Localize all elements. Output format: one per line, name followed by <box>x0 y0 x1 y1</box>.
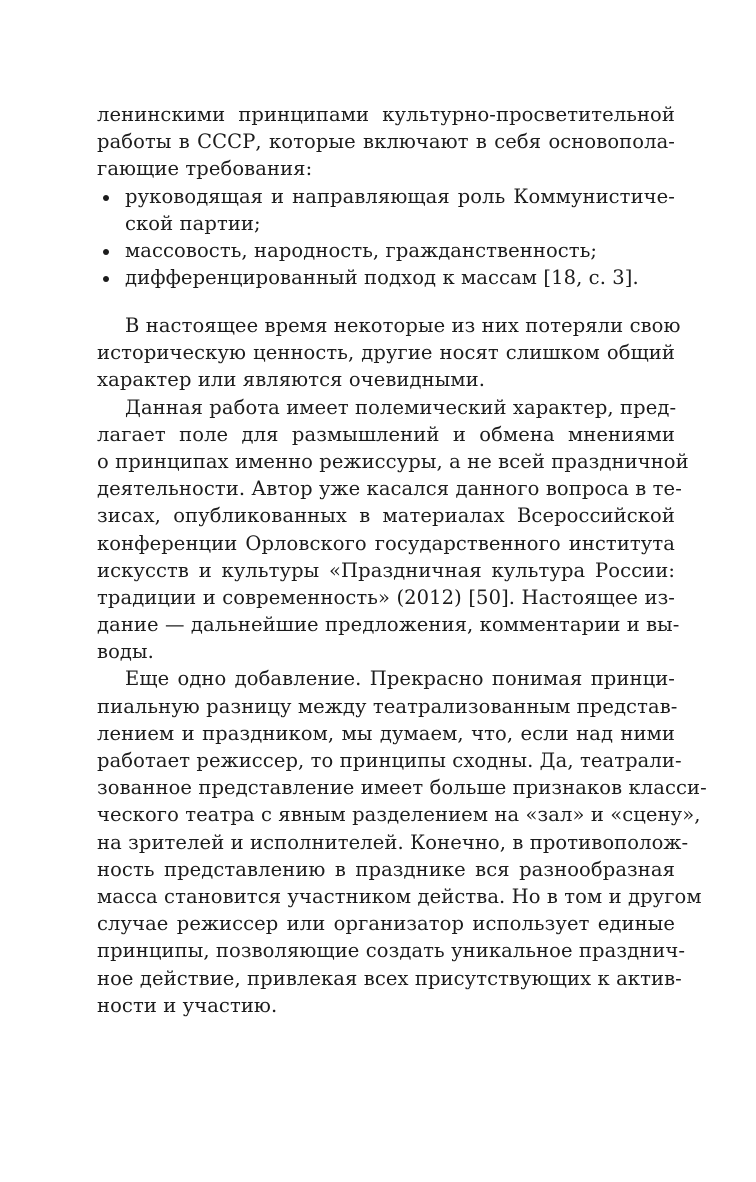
text-line: работает режиссер, то принципы сходны. Да, театрали- <box>97 749 682 772</box>
bullet-line <box>97 183 675 210</box>
bullet-icon <box>103 195 109 201</box>
bullet-item <box>97 237 675 264</box>
text-line: ческого театра с явным разделением на «зал» и «сцену», <box>97 803 701 827</box>
bullet-item <box>97 264 675 291</box>
text-line: принципы, позволяющие создать уникальное празднич- <box>97 939 686 963</box>
text-line: дание — дальнейшие предложения, комментарии и вы- <box>97 613 680 637</box>
text-line: лагает поле для размышлений и обмена мнениями <box>97 422 675 446</box>
main-text-block <box>97 312 707 1019</box>
intro-block <box>97 101 675 291</box>
text-line: ленинскими принципами культурно-просветительной <box>97 103 675 126</box>
text-line: Еще одно добавление. Прекрасно понимая принци- <box>125 667 675 691</box>
text-line: на зрителей и исполнителей. Конечно, в противополож- <box>97 830 689 854</box>
text-line: деятельности. Автор уже касался данного вопроса в те- <box>97 477 682 501</box>
text-line: традиции и современность» (2012) [50]. Настоящее из- <box>97 585 675 609</box>
text-line: искусств и культуры «Праздничная культура России: <box>97 558 675 582</box>
bullet-text: массовость, народность, гражданственность; <box>125 238 598 262</box>
text-line: зисах, опубликованных в материалах Всероссийской <box>97 504 675 528</box>
text-line: воды. <box>97 640 154 664</box>
text-line: работы в СССР, которые включают в себя основопола- <box>97 130 675 154</box>
paragraph <box>97 394 689 666</box>
bullet-line <box>97 264 675 291</box>
bullet-line: ской партии; <box>125 211 261 235</box>
text-line: лением и праздником, мы думаем, что, если над ними <box>97 721 675 745</box>
text-line: историческую ценность, другие носят слишком общий <box>97 341 675 365</box>
bullet-item <box>97 183 675 237</box>
text-line: гающие требования: <box>97 157 313 181</box>
bullet-icon <box>103 276 109 282</box>
paragraph <box>97 312 681 394</box>
bullet-text: дифференцированный подход к массам [18, с. 3]. <box>125 266 639 290</box>
text-line: В настоящее время некоторые из них потеряли свою <box>125 314 681 337</box>
text-line: случае режиссер или организатор использует единые <box>97 912 675 936</box>
text-line: конференции Орловского государственного института <box>97 531 675 555</box>
text-line: Данная работа имеет полемический характер, пред- <box>125 395 677 419</box>
text-line: ности и участию. <box>97 993 278 1017</box>
paragraph <box>97 665 707 1018</box>
text-line: пиальную разницу между театрализованным представ- <box>97 694 678 718</box>
text-line: ное действие, привлекая всех присутствующих к актив- <box>97 966 682 990</box>
text-line: зованное представление имеет больше признаков класси- <box>97 776 707 800</box>
bullet-line <box>97 237 675 264</box>
text-line: о принципах именно режиссуры, а не всей праздничной <box>97 449 689 473</box>
text-line: масса становится участником действа. Но в том и другом <box>97 884 702 908</box>
bullet-text: руководящая и направляющая роль Коммунистиче- <box>125 184 675 208</box>
text-line: характер или являются очевидными. <box>97 368 485 392</box>
bullet-list <box>97 183 675 292</box>
bullet-icon <box>103 249 109 255</box>
text-line: ность представлению в празднике вся разнообразная <box>97 857 675 881</box>
